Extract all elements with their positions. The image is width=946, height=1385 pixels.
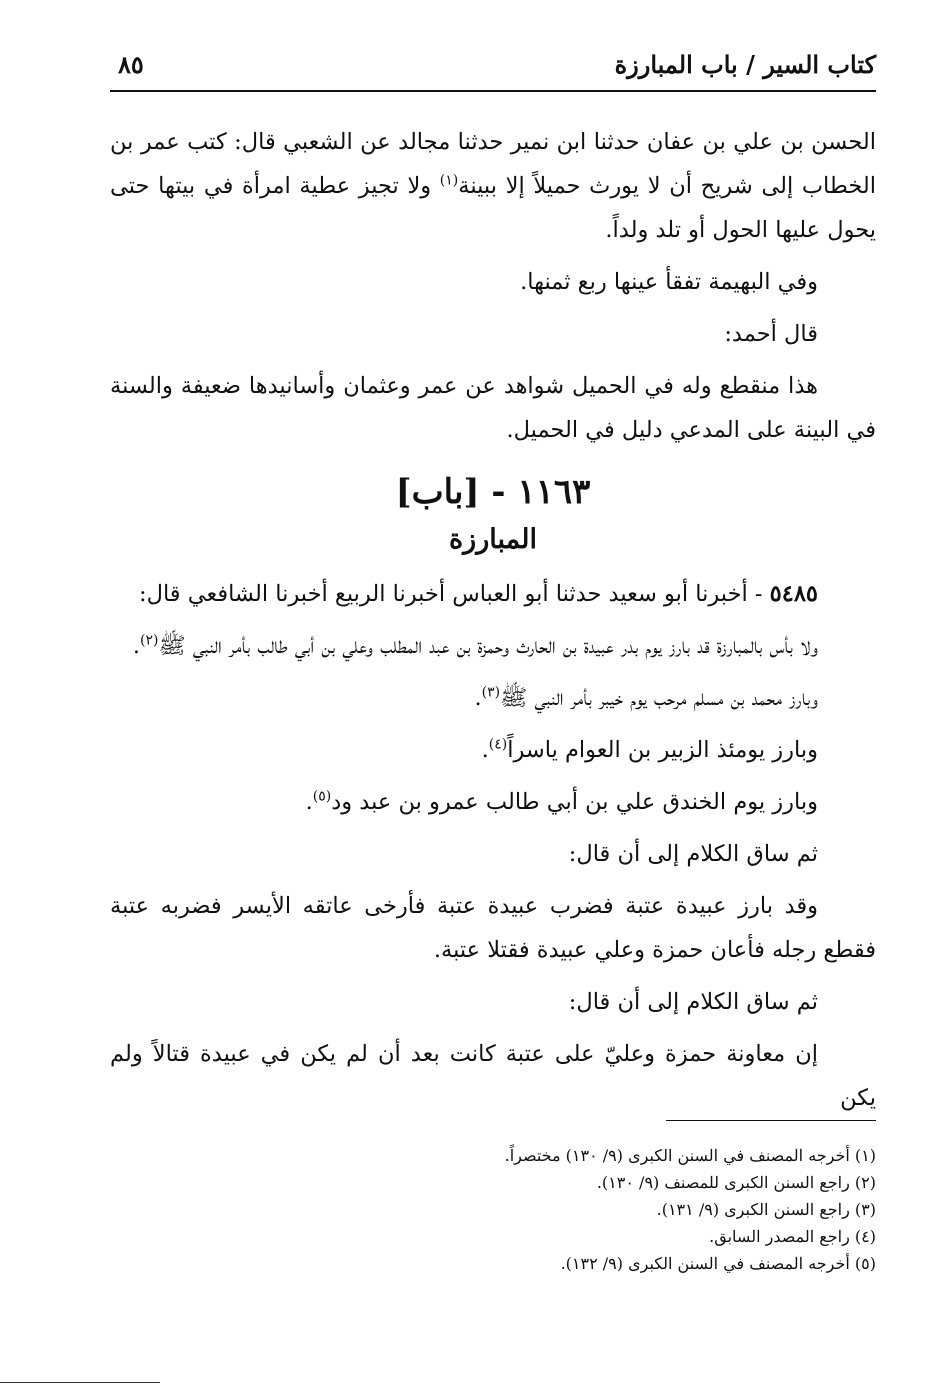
chapter-heading: ١١٦٣ - [باب]: [395, 472, 591, 512]
footnote-5: (٥) أخرجه المصنف في السنن الكبرى (٩/ ١٣٢).: [560, 1254, 876, 1273]
paragraph-text: .: [474, 685, 482, 711]
paragraph-conclusion: إن معاونة حمزة وعليّ على عتبة كانت بعد أن لم يكن في عبيدة قتالاً ولم يكن: [110, 1041, 876, 1111]
paragraph-animal: وفي البهيمة تفقأ عينها ربع ثمنها.: [520, 269, 818, 295]
paragraph-text: .: [132, 633, 140, 659]
paragraph-badr: [110, 624, 876, 668]
page-header: [110, 50, 876, 92]
paragraph-text: ولا تجيز عطية امرأة في بيتها حتى يحول عليها الحول أو تلد ولداً.: [110, 173, 876, 243]
footnote-2: (٢) راجع السنن الكبرى للمصنف (٩/ ١٣٠).: [596, 1173, 876, 1192]
page-number: ٨٥: [118, 50, 144, 79]
footnote-ref-3[interactable]: (٣): [481, 684, 501, 701]
paragraph-text: وبارز يوم الخندق علي بن أبي طالب عمرو بن عبد ود: [331, 789, 818, 815]
paragraph-ahmad-said: قال أحمد:: [724, 321, 818, 347]
paragraph-text: وبارز محمد بن مسلم مرحب يوم خيبر بأمر النبي ﷺ: [500, 685, 818, 711]
paragraph-khaybar: [110, 676, 876, 720]
paragraph-khandaq: [110, 780, 876, 824]
paragraph-isnad: [110, 120, 876, 252]
paragraph-text: ولا بأس بالمبارزة قد بارز يوم بدر عبيدة بن الحارث وحمزة بن عبد المطلب وعلي بن أبي طالب بأمر النبي ﷺ: [158, 633, 818, 659]
footnote-4: (٤) راجع المصدر السابق.: [709, 1227, 876, 1246]
paragraph-continue-1: ثم ساق الكلام إلى أن قال:: [568, 841, 818, 867]
hadith-paragraph: [110, 572, 876, 616]
footnote-divider: [666, 1120, 876, 1121]
footnote-1: (١) أخرجه المصنف في السنن الكبرى (٩/ ١٣٠) مختصراً.: [504, 1146, 876, 1165]
paragraph-text: الحسن بن علي بن عفان حدثنا ابن نمير حدثنا مجالد عن الشعبي قال: كتب عمر بن الخطاب إلى شريح أن لا يورث حميلاً إلا ببينة: [110, 129, 876, 199]
footnote-ref-5[interactable]: (٥): [312, 788, 332, 805]
footnote-3: (٣) راجع السنن الكبرى (٩/ ١٣١).: [656, 1200, 876, 1219]
bottom-edge-line: [0, 1382, 160, 1383]
footnotes: [110, 1142, 876, 1277]
footnote-ref-2[interactable]: (٢): [140, 632, 159, 649]
paragraph-text: وبارز يومئذ الزبير بن العوام ياسراً: [507, 737, 818, 763]
paragraph-continue-2: ثم ساق الكلام إلى أن قال:: [568, 989, 818, 1015]
paragraph-zubayr: [110, 728, 876, 772]
chapter-subtitle: المبارزة: [449, 524, 537, 555]
paragraph-text: .: [305, 789, 313, 815]
paragraph-text: .: [481, 737, 489, 763]
paragraph-commentary: هذا منقطع وله في الحميل شواهد عن عمر وعثمان وأسانيدها ضعيفة والسنة في البينة على المدعي دليل في الحميل.: [110, 373, 876, 443]
hadith-number: ٥٤٨٥: [769, 581, 818, 607]
paragraph-ubayda: وقد بارز عبيدة عتبة فضرب عبيدة عتبة فأرخى عاتقه الأيسر فضربه عتبة فقطع رجله فأعان حمزة وعلي عبيدة فقتلا عتبة.: [110, 893, 876, 963]
running-title: كتاب السير / باب المبارزة: [614, 50, 876, 79]
main-text: [110, 120, 876, 1128]
footnote-ref-4[interactable]: (٤): [488, 736, 508, 753]
hadith-text: - أخبرنا أبو سعيد حدثنا أبو العباس أخبرنا الربيع أخبرنا الشافعي قال:: [139, 581, 770, 607]
footnote-ref-1[interactable]: (١): [439, 172, 459, 189]
